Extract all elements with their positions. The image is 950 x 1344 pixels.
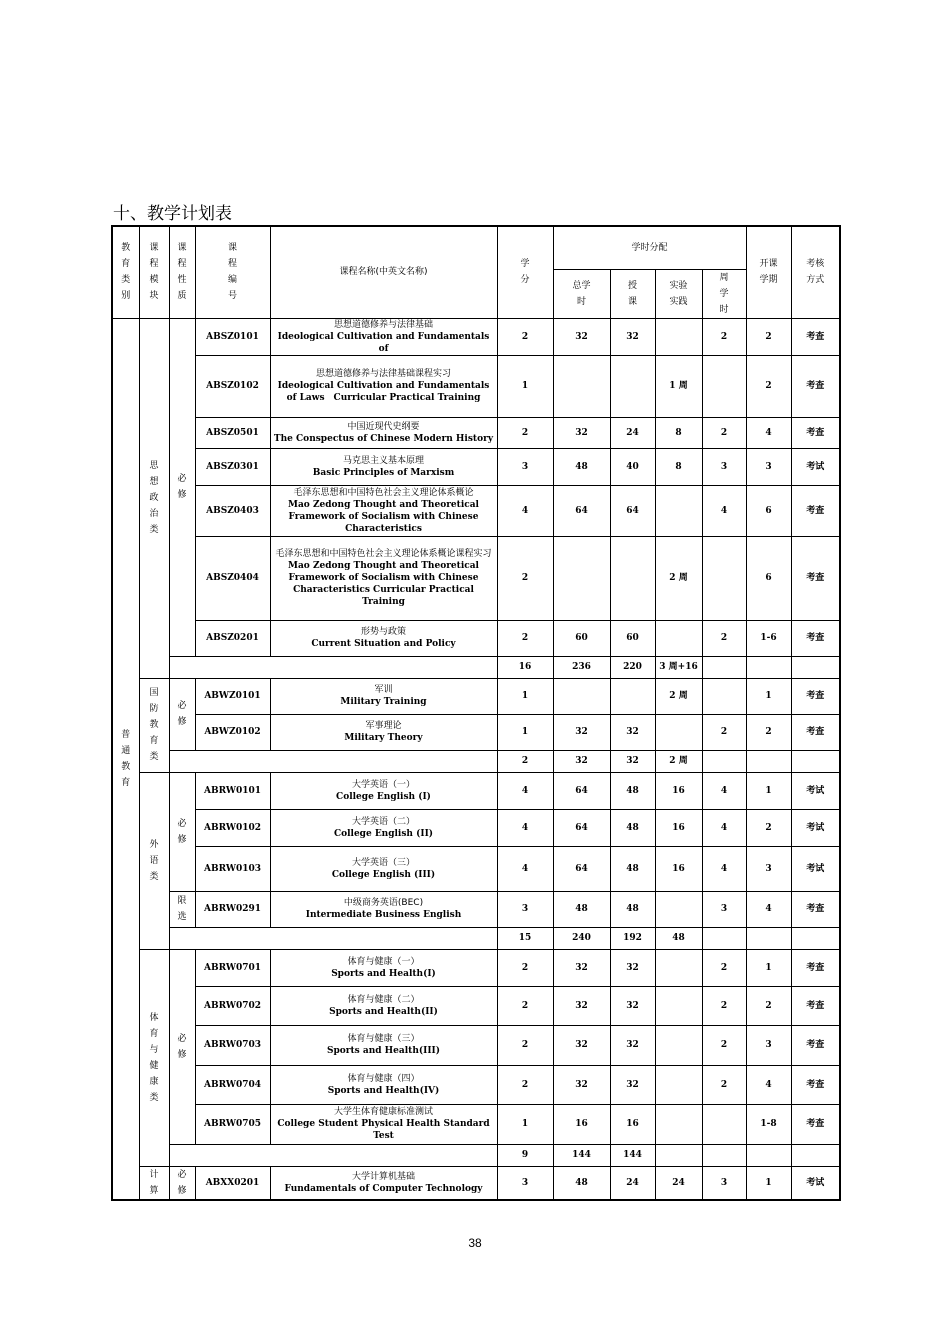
- weekly-hours: [702, 678, 746, 714]
- practice-hours: [655, 891, 702, 927]
- semester: 6: [746, 485, 791, 536]
- credit: 1: [497, 355, 553, 417]
- credit: 2: [497, 318, 553, 355]
- subtotal-row: [112, 1144, 840, 1166]
- subtotal-lecture: 32: [610, 750, 655, 772]
- subtotal-label: [169, 927, 497, 949]
- assessment: 考试: [791, 772, 840, 809]
- subtotal-practice: [655, 1144, 702, 1166]
- lecture-hours: 24: [610, 1166, 655, 1200]
- total-hours: 48: [553, 1166, 610, 1200]
- total-hours: 60: [553, 620, 610, 656]
- assessment: 考查: [791, 714, 840, 750]
- weekly-hours: 2: [702, 1025, 746, 1065]
- total-hours: 32: [553, 417, 610, 448]
- credit: 2: [497, 1065, 553, 1104]
- weekly-hours: 4: [702, 846, 746, 891]
- subtotal-credit: 15: [497, 927, 553, 949]
- course-code: ABRW0705: [195, 1104, 270, 1144]
- semester: 2: [746, 809, 791, 846]
- course-name-en: Military Training: [340, 697, 427, 707]
- course-name: [270, 1104, 497, 1144]
- table-row: [112, 355, 840, 417]
- assessment: 考查: [791, 1104, 840, 1144]
- course-name: [270, 949, 497, 986]
- course-name-en: Sports and Health(IV): [327, 1085, 440, 1096]
- teaching-plan-table: [111, 225, 841, 1201]
- table-row: [112, 1166, 840, 1200]
- subtotal-practice: 2 周: [655, 750, 702, 772]
- table-row: [112, 772, 840, 809]
- course-name-en: Sports and Health(I): [331, 968, 436, 979]
- credit: 2: [497, 620, 553, 656]
- table-row: [112, 949, 840, 986]
- semester: 1: [746, 772, 791, 809]
- assessment: 考查: [791, 1025, 840, 1065]
- table-row: [112, 448, 840, 485]
- weekly-hours: [702, 1104, 746, 1144]
- course-name-en: College English (II): [333, 828, 434, 839]
- subtotal-assessment: [791, 1144, 840, 1166]
- subtotal-label: [169, 750, 497, 772]
- practice-hours: 1 周: [655, 355, 702, 417]
- course-code: ABSZ0101: [195, 318, 270, 355]
- semester: 4: [746, 417, 791, 448]
- subtotal-assessment: [791, 656, 840, 678]
- course-name-en: Intermediate Business English: [305, 910, 462, 920]
- semester: 2: [746, 714, 791, 750]
- course-name-en: College English (III): [331, 869, 436, 880]
- semester: 3: [746, 1025, 791, 1065]
- course-name-en: Fundamentals of Computer Technology: [284, 1183, 483, 1194]
- course-code: ABWZ0101: [195, 678, 270, 714]
- semester: 3: [746, 846, 791, 891]
- course-name-zh: 大学英语（一）: [351, 779, 415, 790]
- weekly-hours: 2: [702, 620, 746, 656]
- course-name-zh: 体育与健康（三）: [347, 1034, 420, 1044]
- course-name-zh: 思想道德修养与法律基础课程实习: [315, 369, 451, 379]
- module-cell: 体育与健康类: [139, 949, 169, 1166]
- weekly-hours: 2: [702, 1065, 746, 1104]
- semester: 6: [746, 536, 791, 620]
- course-name: [270, 1065, 497, 1104]
- course-name-zh: 大学计算机基础: [351, 1171, 415, 1182]
- total-hours: [553, 536, 610, 620]
- course-code: ABSZ0201: [195, 620, 270, 656]
- practice-hours: 24: [655, 1166, 702, 1200]
- course-name-zh: 体育与健康（二）: [347, 994, 420, 1005]
- nature-cell: 限选: [169, 891, 195, 927]
- credit: 2: [497, 949, 553, 986]
- course-name-zh: 大学生体育健康标准测试: [333, 1107, 433, 1117]
- subtotal-practice: 3 周+16: [655, 656, 702, 678]
- course-code: ABSZ0501: [195, 417, 270, 448]
- lecture-hours: 32: [610, 986, 655, 1025]
- subtotal-semester: [746, 656, 791, 678]
- total-hours: 32: [553, 986, 610, 1025]
- course-code: ABRW0103: [195, 846, 270, 891]
- assessment: 考查: [791, 355, 840, 417]
- semester: 4: [746, 1065, 791, 1104]
- semester: 3: [746, 448, 791, 485]
- practice-hours: 2 周: [655, 678, 702, 714]
- nature-cell: 必修: [169, 678, 195, 750]
- practice-hours: [655, 986, 702, 1025]
- assessment: 考试: [791, 448, 840, 485]
- table-row: [112, 417, 840, 448]
- credit: 3: [497, 891, 553, 927]
- header-lecture: 授课: [610, 269, 655, 318]
- course-name-zh: 马克思主义基本原理: [342, 455, 424, 466]
- course-name-zh: 形势与政策: [360, 627, 406, 637]
- subtotal-practice: 48: [655, 927, 702, 949]
- practice-hours: [655, 620, 702, 656]
- weekly-hours: 2: [702, 949, 746, 986]
- practice-hours: [655, 1065, 702, 1104]
- assessment: 考查: [791, 417, 840, 448]
- credit: 3: [497, 448, 553, 485]
- edu-category-cell: 普通教育: [112, 318, 139, 1200]
- weekly-hours: [702, 355, 746, 417]
- semester: 2: [746, 318, 791, 355]
- lecture-hours: 32: [610, 318, 655, 355]
- course-code: ABRW0703: [195, 1025, 270, 1065]
- subtotal-weekly: [702, 750, 746, 772]
- course-name-zh: 毛泽东思想和中国特色社会主义理论体系概论: [293, 487, 474, 498]
- weekly-hours: [702, 536, 746, 620]
- page-title: 十、教学计划表: [113, 204, 232, 224]
- lecture-hours: [610, 536, 655, 620]
- assessment: 考试: [791, 846, 840, 891]
- subtotal-weekly: [702, 1144, 746, 1166]
- credit: 4: [497, 772, 553, 809]
- practice-hours: [655, 1025, 702, 1065]
- subtotal-semester: [746, 1144, 791, 1166]
- module-cell: 思想政治类: [139, 318, 169, 678]
- header-hours-allocation: 学时分配: [553, 226, 746, 269]
- course-name-en: Ideological Cultivation and Fundamentals of Laws Curricular Practical Training: [277, 381, 490, 403]
- assessment: 考查: [791, 485, 840, 536]
- subtotal-row: [112, 750, 840, 772]
- course-name: [270, 1166, 497, 1200]
- subtotal-semester: [746, 927, 791, 949]
- credit: 2: [497, 986, 553, 1025]
- course-name-en: College Student Physical Health Standard Test: [277, 1119, 490, 1141]
- subtotal-credit: 9: [497, 1144, 553, 1166]
- lecture-hours: 64: [610, 485, 655, 536]
- weekly-hours: 2: [702, 417, 746, 448]
- assessment: 考查: [791, 949, 840, 986]
- header-credit: 学分: [497, 226, 553, 318]
- semester: 1-8: [746, 1104, 791, 1144]
- course-name: [270, 809, 497, 846]
- weekly-hours: 2: [702, 714, 746, 750]
- header-course-name: 课程名称(中英文名称): [270, 226, 497, 318]
- assessment: 考查: [791, 891, 840, 927]
- course-name: [270, 714, 497, 750]
- practice-hours: [655, 714, 702, 750]
- practice-hours: 8: [655, 448, 702, 485]
- course-name-en: Mao Zedong Thought and Theoretical Framework of Socialism with Chinese Characteristics Curricular Practical Training: [288, 561, 479, 607]
- table-row: [112, 714, 840, 750]
- header-weekly-hours: 周学时: [702, 269, 746, 318]
- course-name-zh: 毛泽东思想和中国特色社会主义理论体系概论课程实习: [275, 549, 492, 559]
- practice-hours: [655, 949, 702, 986]
- practice-hours: 16: [655, 846, 702, 891]
- course-code: ABRW0704: [195, 1065, 270, 1104]
- nature-cell: 必修: [169, 772, 195, 891]
- course-code: ABXX0201: [195, 1166, 270, 1200]
- course-code: ABSZ0102: [195, 355, 270, 417]
- course-name: [270, 355, 497, 417]
- total-hours: [553, 355, 610, 417]
- course-name-zh: 体育与健康（四）: [347, 1073, 420, 1084]
- total-hours: 32: [553, 1025, 610, 1065]
- total-hours: 64: [553, 772, 610, 809]
- course-name: [270, 536, 497, 620]
- subtotal-total: 236: [553, 656, 610, 678]
- subtotal-lecture: 220: [610, 656, 655, 678]
- credit: 3: [497, 1166, 553, 1200]
- course-name: [270, 485, 497, 536]
- header-semester: 开课学期: [746, 226, 791, 318]
- module-cell: 计算: [139, 1166, 169, 1200]
- practice-hours: 16: [655, 772, 702, 809]
- table-row: [112, 536, 840, 620]
- course-name-zh: 军事理论: [365, 721, 402, 731]
- total-hours: [553, 678, 610, 714]
- semester: 1: [746, 1166, 791, 1200]
- course-name: [270, 318, 497, 355]
- course-name-en: Sports and Health(III): [326, 1046, 441, 1056]
- assessment: 考查: [791, 536, 840, 620]
- assessment: 考查: [791, 678, 840, 714]
- course-name-zh: 思想道德修养与法律基础: [333, 319, 433, 330]
- credit: 2: [497, 417, 553, 448]
- weekly-hours: 3: [702, 1166, 746, 1200]
- table-row: [112, 986, 840, 1025]
- weekly-hours: 2: [702, 318, 746, 355]
- total-hours: 48: [553, 891, 610, 927]
- table-row: [112, 1025, 840, 1065]
- total-hours: 16: [553, 1104, 610, 1144]
- subtotal-assessment: [791, 750, 840, 772]
- header-nature: 课程性质: [169, 226, 195, 318]
- weekly-hours: 3: [702, 448, 746, 485]
- practice-hours: 2 周: [655, 536, 702, 620]
- lecture-hours: 32: [610, 714, 655, 750]
- subtotal-lecture: 144: [610, 1144, 655, 1166]
- total-hours: 32: [553, 1065, 610, 1104]
- course-code: ABRW0291: [195, 891, 270, 927]
- course-code: ABSZ0301: [195, 448, 270, 485]
- course-name-zh: 大学英语（二）: [351, 816, 415, 827]
- course-name: [270, 678, 497, 714]
- assessment: 考查: [791, 318, 840, 355]
- table-row: [112, 1065, 840, 1104]
- course-code: ABSZ0403: [195, 485, 270, 536]
- course-name: [270, 1025, 497, 1065]
- credit: 1: [497, 1104, 553, 1144]
- course-code: ABRW0101: [195, 772, 270, 809]
- credit: 2: [497, 1025, 553, 1065]
- assessment: 考试: [791, 1166, 840, 1200]
- course-name-zh: 体育与健康（一）: [347, 956, 420, 967]
- course-name-en: Current Situation and Policy: [311, 639, 456, 649]
- subtotal-credit: 16: [497, 656, 553, 678]
- credit: 1: [497, 678, 553, 714]
- table-row: [112, 1104, 840, 1144]
- total-hours: 48: [553, 448, 610, 485]
- course-name: [270, 846, 497, 891]
- weekly-hours: 4: [702, 809, 746, 846]
- total-hours: 32: [553, 318, 610, 355]
- subtotal-total: 240: [553, 927, 610, 949]
- course-name-zh: 中级商务英语(BEC): [343, 898, 424, 908]
- lecture-hours: 48: [610, 809, 655, 846]
- header-assessment: 考核方式: [791, 226, 840, 318]
- credit: 4: [497, 846, 553, 891]
- table-row: [112, 809, 840, 846]
- header-total-hours: 总学时: [553, 269, 610, 318]
- course-name-en: Military Theory: [344, 733, 423, 743]
- total-hours: 64: [553, 485, 610, 536]
- module-cell: 外语类: [139, 772, 169, 949]
- lecture-hours: [610, 678, 655, 714]
- weekly-hours: 2: [702, 986, 746, 1025]
- course-name-zh: 军训: [374, 685, 393, 695]
- header-edu-category: 教育类别: [112, 226, 139, 318]
- course-name: [270, 891, 497, 927]
- course-name-en: The Conspectus of Chinese Modern History: [273, 433, 494, 444]
- course-name: [270, 772, 497, 809]
- total-hours: 32: [553, 949, 610, 986]
- assessment: 考查: [791, 620, 840, 656]
- lecture-hours: 48: [610, 846, 655, 891]
- table-row: [112, 846, 840, 891]
- practice-hours: [655, 1104, 702, 1144]
- assessment: 考查: [791, 986, 840, 1025]
- subtotal-lecture: 192: [610, 927, 655, 949]
- semester: 1: [746, 678, 791, 714]
- credit: 4: [497, 809, 553, 846]
- assessment: 考查: [791, 1065, 840, 1104]
- course-name-en: College English (I): [336, 791, 431, 802]
- course-name: [270, 986, 497, 1025]
- module-cell: 国防教育类: [139, 678, 169, 772]
- table-row: [112, 620, 840, 656]
- semester: 1: [746, 949, 791, 986]
- table-row: [112, 485, 840, 536]
- course-name-zh: 大学英语（三）: [351, 857, 415, 868]
- course-name-en: Sports and Health(II): [329, 1006, 438, 1017]
- subtotal-total: 32: [553, 750, 610, 772]
- course-code: ABRW0102: [195, 809, 270, 846]
- credit: 1: [497, 714, 553, 750]
- weekly-hours: 4: [702, 772, 746, 809]
- course-code: ABRW0702: [195, 986, 270, 1025]
- practice-hours: [655, 485, 702, 536]
- course-name: [270, 448, 497, 485]
- total-hours: 64: [553, 809, 610, 846]
- subtotal-weekly: [702, 656, 746, 678]
- course-code: ABSZ0404: [195, 536, 270, 620]
- course-name-zh: 中国近现代史纲要: [347, 421, 420, 432]
- credit: 4: [497, 485, 553, 536]
- lecture-hours: [610, 355, 655, 417]
- lecture-hours: 16: [610, 1104, 655, 1144]
- weekly-hours: 3: [702, 891, 746, 927]
- subtotal-row: [112, 656, 840, 678]
- course-name: [270, 417, 497, 448]
- subtotal-assessment: [791, 927, 840, 949]
- nature-cell: 必修: [169, 318, 195, 656]
- subtotal-weekly: [702, 927, 746, 949]
- semester: 4: [746, 891, 791, 927]
- course-name: [270, 620, 497, 656]
- lecture-hours: 32: [610, 949, 655, 986]
- practice-hours: 8: [655, 417, 702, 448]
- course-name-en: Mao Zedong Thought and Theoretical Framework of Socialism with Chinese Characteristics: [288, 499, 479, 534]
- lecture-hours: 40: [610, 448, 655, 485]
- subtotal-row: [112, 927, 840, 949]
- course-code: ABRW0701: [195, 949, 270, 986]
- subtotal-label: [169, 1144, 497, 1166]
- semester: 2: [746, 355, 791, 417]
- table-row: [112, 891, 840, 927]
- nature-cell: 必修: [169, 1166, 195, 1200]
- lecture-hours: 48: [610, 891, 655, 927]
- subtotal-credit: 2: [497, 750, 553, 772]
- lecture-hours: 32: [610, 1025, 655, 1065]
- header-practice: 实验实践: [655, 269, 702, 318]
- lecture-hours: 24: [610, 417, 655, 448]
- total-hours: 64: [553, 846, 610, 891]
- assessment: 考试: [791, 809, 840, 846]
- course-name-en: Ideological Cultivation and Fundamentals of: [277, 331, 490, 354]
- header-module: 课程模块: [139, 226, 169, 318]
- weekly-hours: 4: [702, 485, 746, 536]
- table-row: [112, 678, 840, 714]
- subtotal-total: 144: [553, 1144, 610, 1166]
- course-code: ABWZ0102: [195, 714, 270, 750]
- nature-cell: 必修: [169, 949, 195, 1144]
- page-number: 38: [468, 1236, 482, 1250]
- lecture-hours: 32: [610, 1065, 655, 1104]
- subtotal-semester: [746, 750, 791, 772]
- course-name-en: Basic Principles of Marxism: [312, 467, 455, 478]
- header-code: 课程编号: [195, 226, 270, 318]
- semester: 1-6: [746, 620, 791, 656]
- practice-hours: 16: [655, 809, 702, 846]
- lecture-hours: 48: [610, 772, 655, 809]
- subtotal-label: [169, 656, 497, 678]
- practice-hours: [655, 318, 702, 355]
- semester: 2: [746, 986, 791, 1025]
- table-row: [112, 318, 840, 355]
- total-hours: 32: [553, 714, 610, 750]
- credit: 2: [497, 536, 553, 620]
- lecture-hours: 60: [610, 620, 655, 656]
